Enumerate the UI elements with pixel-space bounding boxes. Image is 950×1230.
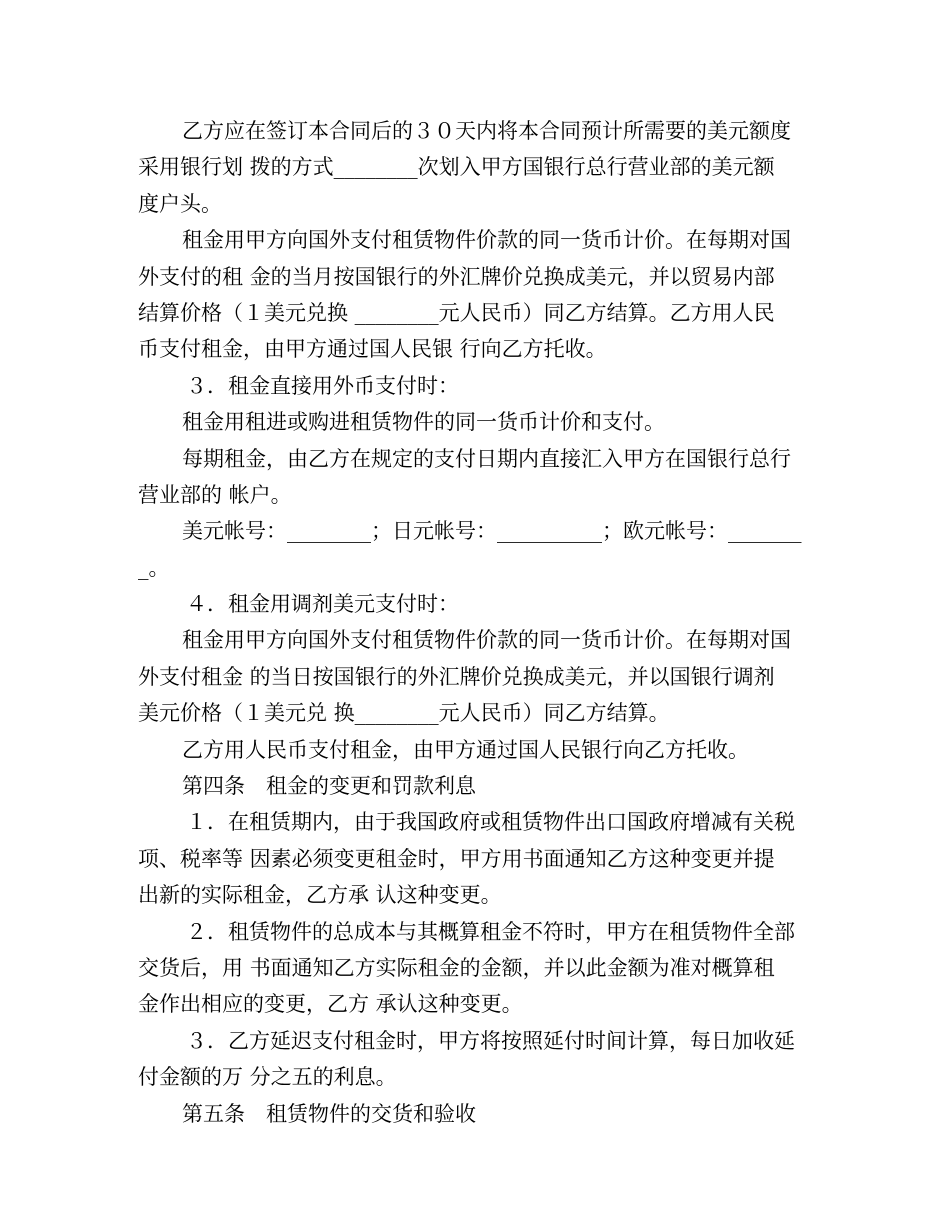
paragraph-line: 营业部的 帐户。 bbox=[138, 482, 292, 507]
paragraph-line: ２．租赁物件的总成本与其概算租金不符时，甲方在租赁物件全部 bbox=[186, 919, 795, 944]
clause-heading: ３．租金直接用外币支付时： bbox=[186, 373, 459, 398]
paragraph-line: 金作出相应的变更，乙方 承认这种变更。 bbox=[138, 992, 523, 1017]
paragraph-line: 采用银行划 拨的方式________次划入甲方国银行总行营业部的美元额 bbox=[138, 155, 775, 180]
paragraph-line: 乙方应在签订本合同后的３０天内将本合同预计所需要的美元额度 bbox=[182, 119, 791, 143]
clause-heading: ４．租金用调剂美元支付时： bbox=[186, 592, 459, 617]
paragraph-line: 交货后，用 书面通知乙方实际租金的金额，并以此金额为准对概算租 bbox=[138, 955, 775, 980]
account-numbers-line: 美元帐号：________；日元帐号：__________；欧元帐号：_______ bbox=[182, 519, 802, 544]
paragraph-line: ３．乙方延迟支付租金时，甲方将按照延付时间计算，每日加收延 bbox=[186, 1028, 795, 1053]
paragraph-line: 币支付租金，由甲方通过国人民银 行向乙方托收。 bbox=[138, 337, 607, 362]
paragraph-line: 租金用租进或购进租赁物件的同一货币计价和支付。 bbox=[182, 410, 665, 435]
paragraph-line: 度户头。 bbox=[138, 191, 222, 216]
paragraph-line: 项、税率等 因素必须变更租金时，甲方用书面通知乙方这种变更并提 bbox=[138, 846, 775, 871]
article-heading: 第四条 租金的变更和罚款利息 bbox=[182, 774, 476, 799]
paragraph-line: 结算价格（１美元兑换 ________元人民币）同乙方结算。乙方用人民 bbox=[138, 300, 775, 325]
article-heading: 第五条 租赁物件的交货和验收 bbox=[182, 1101, 476, 1126]
paragraph-line: 付金额的万 分之五的利息。 bbox=[138, 1065, 397, 1090]
paragraph-line: 外支付租金 的当日按国银行的外汇牌价兑换成美元，并以国银行调剂 bbox=[138, 664, 775, 689]
paragraph-line: １．在租赁期内，由于我国政府或租赁物件出口国政府增减有关税 bbox=[186, 810, 795, 835]
paragraph-line: 美元价格（１美元兑 换________元人民币）同乙方结算。 bbox=[138, 701, 670, 726]
paragraph-line: 外支付的租 金的当月按国银行的外汇牌价兑换成美元，并以贸易内部 bbox=[138, 264, 775, 289]
paragraph-line: _。 bbox=[138, 555, 170, 580]
paragraph-line: 乙方用人民币支付租金，由甲方通过国人民银行向乙方托收。 bbox=[182, 737, 749, 762]
paragraph-line: 出新的实际租金，乙方承 认这种变更。 bbox=[138, 883, 502, 908]
document-body bbox=[138, 113, 818, 1132]
paragraph-line: 每期租金，由乙方在规定的支付日期内直接汇入甲方在国银行总行 bbox=[182, 446, 791, 471]
paragraph-line: 租金用甲方向国外支付租赁物件价款的同一货币计价。在每期对国 bbox=[182, 228, 791, 253]
paragraph-line: 租金用甲方向国外支付租赁物件价款的同一货币计价。在每期对国 bbox=[182, 628, 791, 653]
